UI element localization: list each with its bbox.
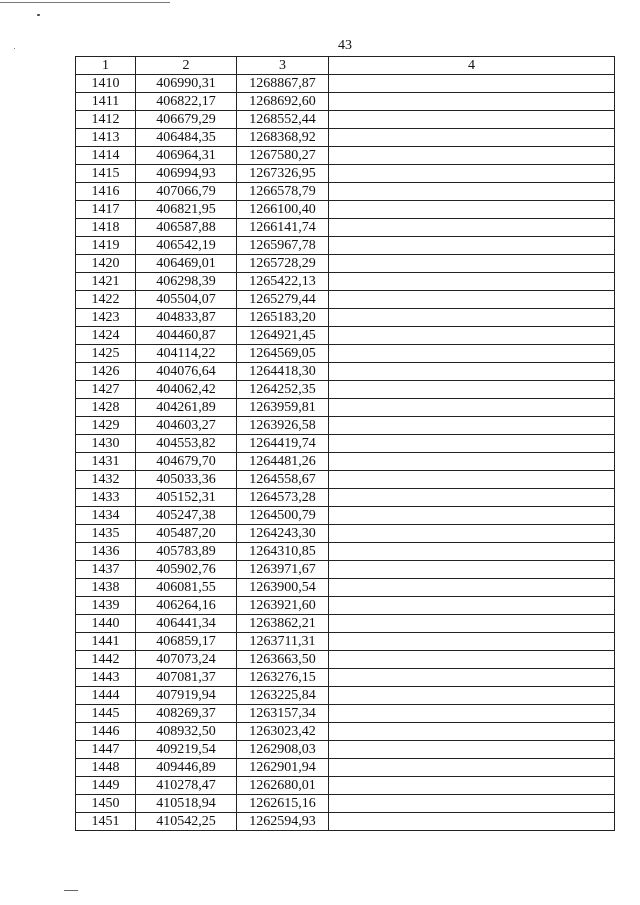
note-cell <box>329 651 615 669</box>
table-row <box>76 345 615 363</box>
x-coordinate-cell: 406822,17 <box>136 93 237 111</box>
point-number-cell: 1430 <box>76 435 136 453</box>
table-row <box>76 237 615 255</box>
x-coordinate-cell: 406964,31 <box>136 147 237 165</box>
x-coordinate-cell: 405504,07 <box>136 291 237 309</box>
point-number-cell: 1434 <box>76 507 136 525</box>
x-coordinate-cell: 404603,27 <box>136 417 237 435</box>
table-row <box>76 165 615 183</box>
table-row <box>76 795 615 813</box>
table-body <box>76 75 615 831</box>
point-number-cell: 1432 <box>76 471 136 489</box>
note-cell <box>329 741 615 759</box>
table-row <box>76 813 615 831</box>
point-number-cell: 1411 <box>76 93 136 111</box>
point-number-cell: 1417 <box>76 201 136 219</box>
table-row <box>76 741 615 759</box>
table-row <box>76 273 615 291</box>
note-cell <box>329 543 615 561</box>
note-cell <box>329 363 615 381</box>
note-cell <box>329 381 615 399</box>
x-coordinate-cell: 409219,54 <box>136 741 237 759</box>
y-coordinate-cell: 1263971,67 <box>237 561 329 579</box>
note-cell <box>329 147 615 165</box>
point-number-cell: 1437 <box>76 561 136 579</box>
note-cell <box>329 417 615 435</box>
x-coordinate-cell: 407073,24 <box>136 651 237 669</box>
y-coordinate-cell: 1265967,78 <box>237 237 329 255</box>
point-number-cell: 1423 <box>76 309 136 327</box>
x-coordinate-cell: 410518,94 <box>136 795 237 813</box>
y-coordinate-cell: 1264500,79 <box>237 507 329 525</box>
table-row <box>76 75 615 93</box>
x-coordinate-cell: 404062,42 <box>136 381 237 399</box>
point-number-cell: 1428 <box>76 399 136 417</box>
y-coordinate-cell: 1262615,16 <box>237 795 329 813</box>
table-row <box>76 327 615 345</box>
x-coordinate-cell: 405152,31 <box>136 489 237 507</box>
x-coordinate-cell: 406821,95 <box>136 201 237 219</box>
note-cell <box>329 507 615 525</box>
x-coordinate-cell: 406990,31 <box>136 75 237 93</box>
point-number-cell: 1427 <box>76 381 136 399</box>
point-number-cell: 1426 <box>76 363 136 381</box>
x-coordinate-cell: 404833,87 <box>136 309 237 327</box>
y-coordinate-cell: 1264310,85 <box>237 543 329 561</box>
x-coordinate-cell: 405783,89 <box>136 543 237 561</box>
y-coordinate-cell: 1263225,84 <box>237 687 329 705</box>
y-coordinate-cell: 1263157,34 <box>237 705 329 723</box>
y-coordinate-cell: 1266578,79 <box>237 183 329 201</box>
note-cell <box>329 111 615 129</box>
point-number-cell: 1424 <box>76 327 136 345</box>
x-coordinate-cell: 406542,19 <box>136 237 237 255</box>
y-coordinate-cell: 1263926,58 <box>237 417 329 435</box>
y-coordinate-cell: 1265279,44 <box>237 291 329 309</box>
table-row <box>76 633 615 651</box>
table-row <box>76 777 615 795</box>
note-cell <box>329 237 615 255</box>
y-coordinate-cell: 1263862,21 <box>237 615 329 633</box>
point-number-cell: 1447 <box>76 741 136 759</box>
table-row <box>76 435 615 453</box>
x-coordinate-cell: 404076,64 <box>136 363 237 381</box>
table-row <box>76 507 615 525</box>
x-coordinate-cell: 404261,89 <box>136 399 237 417</box>
note-cell <box>329 309 615 327</box>
page-number: 43 <box>338 38 352 53</box>
y-coordinate-cell: 1262594,93 <box>237 813 329 831</box>
point-number-cell: 1419 <box>76 237 136 255</box>
note-cell <box>329 453 615 471</box>
note-cell <box>329 183 615 201</box>
point-number-cell: 1435 <box>76 525 136 543</box>
y-coordinate-cell: 1263921,60 <box>237 597 329 615</box>
note-cell <box>329 399 615 417</box>
point-number-cell: 1431 <box>76 453 136 471</box>
point-number-cell: 1448 <box>76 759 136 777</box>
x-coordinate-cell: 407081,37 <box>136 669 237 687</box>
x-coordinate-cell: 407066,79 <box>136 183 237 201</box>
x-coordinate-cell: 406587,88 <box>136 219 237 237</box>
point-number-cell: 1433 <box>76 489 136 507</box>
note-cell <box>329 471 615 489</box>
y-coordinate-cell: 1262680,01 <box>237 777 329 795</box>
point-number-cell: 1450 <box>76 795 136 813</box>
x-coordinate-cell: 410278,47 <box>136 777 237 795</box>
table-row <box>76 579 615 597</box>
point-number-cell: 1422 <box>76 291 136 309</box>
y-coordinate-cell: 1263023,42 <box>237 723 329 741</box>
table-row <box>76 291 615 309</box>
table-row <box>76 615 615 633</box>
point-number-cell: 1449 <box>76 777 136 795</box>
y-coordinate-cell: 1264243,30 <box>237 525 329 543</box>
x-coordinate-cell: 406679,29 <box>136 111 237 129</box>
x-coordinate-cell: 405487,20 <box>136 525 237 543</box>
y-coordinate-cell: 1263959,81 <box>237 399 329 417</box>
x-coordinate-cell: 406859,17 <box>136 633 237 651</box>
x-coordinate-cell: 404679,70 <box>136 453 237 471</box>
x-coordinate-cell: 406298,39 <box>136 273 237 291</box>
note-cell <box>329 93 615 111</box>
note-cell <box>329 291 615 309</box>
y-coordinate-cell: 1264418,30 <box>237 363 329 381</box>
x-coordinate-cell: 405033,36 <box>136 471 237 489</box>
note-cell <box>329 129 615 147</box>
point-number-cell: 1436 <box>76 543 136 561</box>
point-number-cell: 1413 <box>76 129 136 147</box>
x-coordinate-cell: 408932,50 <box>136 723 237 741</box>
x-coordinate-cell: 404460,87 <box>136 327 237 345</box>
x-coordinate-cell: 406484,35 <box>136 129 237 147</box>
y-coordinate-cell: 1267580,27 <box>237 147 329 165</box>
note-cell <box>329 255 615 273</box>
y-coordinate-cell: 1264481,26 <box>237 453 329 471</box>
note-cell <box>329 669 615 687</box>
point-number-cell: 1441 <box>76 633 136 651</box>
note-cell <box>329 561 615 579</box>
scan-artifact-mark <box>64 890 78 891</box>
point-number-cell: 1416 <box>76 183 136 201</box>
point-number-cell: 1438 <box>76 579 136 597</box>
point-number-cell: 1446 <box>76 723 136 741</box>
note-cell <box>329 813 615 831</box>
point-number-cell: 1439 <box>76 597 136 615</box>
x-coordinate-cell: 409446,89 <box>136 759 237 777</box>
table-row <box>76 399 615 417</box>
point-number-cell: 1418 <box>76 219 136 237</box>
note-cell <box>329 75 615 93</box>
y-coordinate-cell: 1268867,87 <box>237 75 329 93</box>
y-coordinate-cell: 1264419,74 <box>237 435 329 453</box>
x-coordinate-cell: 405247,38 <box>136 507 237 525</box>
table-row <box>76 759 615 777</box>
table-row <box>76 255 615 273</box>
point-number-cell: 1442 <box>76 651 136 669</box>
y-coordinate-cell: 1266141,74 <box>237 219 329 237</box>
table-row <box>76 597 615 615</box>
note-cell <box>329 435 615 453</box>
table-row <box>76 363 615 381</box>
point-number-cell: 1444 <box>76 687 136 705</box>
point-number-cell: 1415 <box>76 165 136 183</box>
note-cell <box>329 687 615 705</box>
x-coordinate-cell: 405902,76 <box>136 561 237 579</box>
table-row <box>76 201 615 219</box>
y-coordinate-cell: 1264573,28 <box>237 489 329 507</box>
note-cell <box>329 345 615 363</box>
note-cell <box>329 489 615 507</box>
y-coordinate-cell: 1262908,03 <box>237 741 329 759</box>
point-number-cell: 1451 <box>76 813 136 831</box>
table-row <box>76 183 615 201</box>
y-coordinate-cell: 1264921,45 <box>237 327 329 345</box>
note-cell <box>329 219 615 237</box>
table-row <box>76 687 615 705</box>
point-number-cell: 1445 <box>76 705 136 723</box>
y-coordinate-cell: 1263663,50 <box>237 651 329 669</box>
y-coordinate-cell: 1268692,60 <box>237 93 329 111</box>
point-number-cell: 1421 <box>76 273 136 291</box>
point-number-cell: 1412 <box>76 111 136 129</box>
table-row <box>76 453 615 471</box>
table-header-row <box>76 57 615 75</box>
table-row <box>76 723 615 741</box>
y-coordinate-cell: 1266100,40 <box>237 201 329 219</box>
y-coordinate-cell: 1268368,92 <box>237 129 329 147</box>
table-row <box>76 93 615 111</box>
x-coordinate-cell: 406469,01 <box>136 255 237 273</box>
note-cell <box>329 795 615 813</box>
y-coordinate-cell: 1262901,94 <box>237 759 329 777</box>
x-coordinate-cell: 408269,37 <box>136 705 237 723</box>
column-header-3: 3 <box>237 57 329 75</box>
note-cell <box>329 777 615 795</box>
table-row <box>76 525 615 543</box>
table-row <box>76 309 615 327</box>
point-number-cell: 1429 <box>76 417 136 435</box>
scan-artifact-line <box>0 2 170 3</box>
x-coordinate-cell: 404114,22 <box>136 345 237 363</box>
point-number-cell: 1440 <box>76 615 136 633</box>
note-cell <box>329 705 615 723</box>
table-row <box>76 489 615 507</box>
note-cell <box>329 615 615 633</box>
table-row <box>76 651 615 669</box>
point-number-cell: 1410 <box>76 75 136 93</box>
table-row <box>76 147 615 165</box>
point-number-cell: 1414 <box>76 147 136 165</box>
y-coordinate-cell: 1265183,20 <box>237 309 329 327</box>
table-row <box>76 669 615 687</box>
y-coordinate-cell: 1268552,44 <box>237 111 329 129</box>
x-coordinate-cell: 404553,82 <box>136 435 237 453</box>
note-cell <box>329 759 615 777</box>
coordinates-table <box>75 56 615 831</box>
y-coordinate-cell: 1263276,15 <box>237 669 329 687</box>
x-coordinate-cell: 406994,93 <box>136 165 237 183</box>
table-row <box>76 219 615 237</box>
y-coordinate-cell: 1265728,29 <box>237 255 329 273</box>
column-header-4: 4 <box>329 57 615 75</box>
note-cell <box>329 579 615 597</box>
note-cell <box>329 273 615 291</box>
note-cell <box>329 525 615 543</box>
column-header-2: 2 <box>136 57 237 75</box>
x-coordinate-cell: 407919,94 <box>136 687 237 705</box>
y-coordinate-cell: 1264569,05 <box>237 345 329 363</box>
note-cell <box>329 165 615 183</box>
table-row <box>76 705 615 723</box>
table-row <box>76 111 615 129</box>
point-number-cell: 1420 <box>76 255 136 273</box>
column-header-1: 1 <box>76 57 136 75</box>
table-row <box>76 471 615 489</box>
scan-speck <box>37 14 40 16</box>
note-cell <box>329 723 615 741</box>
note-cell <box>329 633 615 651</box>
note-cell <box>329 597 615 615</box>
y-coordinate-cell: 1264558,67 <box>237 471 329 489</box>
scan-speck <box>14 48 15 49</box>
point-number-cell: 1443 <box>76 669 136 687</box>
y-coordinate-cell: 1265422,13 <box>237 273 329 291</box>
table-row <box>76 561 615 579</box>
y-coordinate-cell: 1263711,31 <box>237 633 329 651</box>
table-row <box>76 129 615 147</box>
x-coordinate-cell: 406264,16 <box>136 597 237 615</box>
note-cell <box>329 327 615 345</box>
note-cell <box>329 201 615 219</box>
table-row <box>76 543 615 561</box>
x-coordinate-cell: 410542,25 <box>136 813 237 831</box>
table-row <box>76 381 615 399</box>
point-number-cell: 1425 <box>76 345 136 363</box>
x-coordinate-cell: 406441,34 <box>136 615 237 633</box>
y-coordinate-cell: 1267326,95 <box>237 165 329 183</box>
y-coordinate-cell: 1263900,54 <box>237 579 329 597</box>
table-row <box>76 417 615 435</box>
y-coordinate-cell: 1264252,35 <box>237 381 329 399</box>
x-coordinate-cell: 406081,55 <box>136 579 237 597</box>
